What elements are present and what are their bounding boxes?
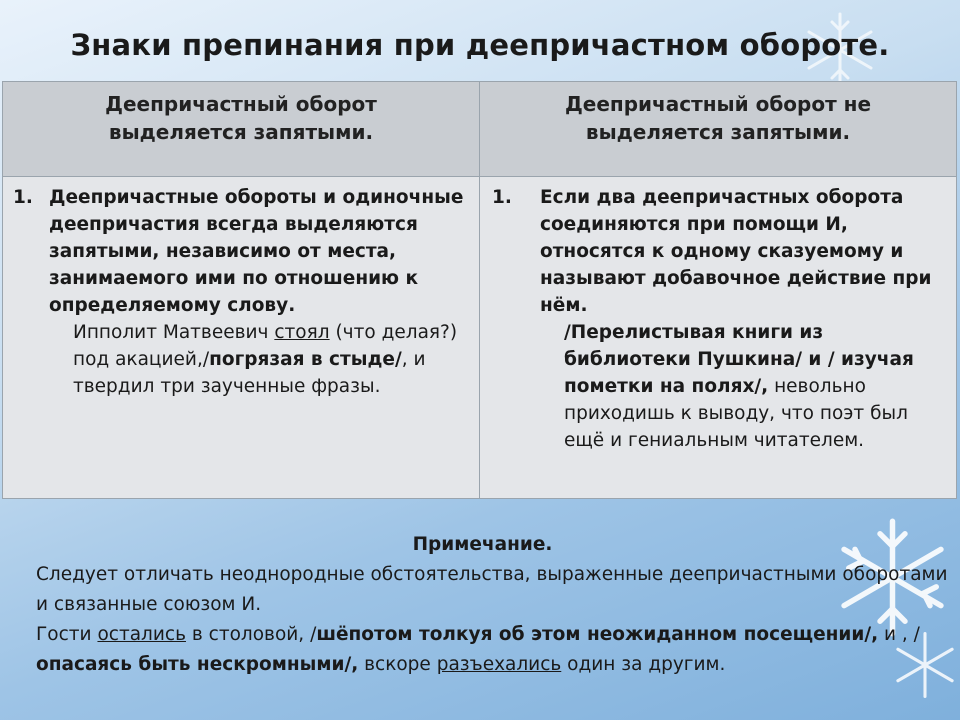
note-participle-phrase: шёпотом толкуя об этом неожиданном посещении/, — [316, 624, 879, 645]
header-no-commas-label: Деепричастный оборот не выделяется запятыми. — [564, 92, 872, 144]
example-text: Ипполит Матвеевич — [73, 322, 275, 343]
cell-commas — [3, 177, 480, 498]
slide-title: Знаки препинания при деепричастном обороте. — [70, 28, 890, 62]
note-text: вскоре — [358, 654, 437, 675]
example-verb: стоял — [274, 322, 330, 343]
note-paragraph-1 — [10, 560, 955, 620]
header-no-commas — [480, 82, 956, 177]
rule-text-no-commas — [540, 184, 950, 454]
example-participle-phrase: /Перелистывая книги из библиотеки Пушкина/ и / изучая пометки на полях/, — [564, 322, 914, 397]
rule-statement: Если два деепричастных оборота соединяются при помощи И, относятся к одному сказуемому и называют добавочное действие при нём. — [540, 187, 932, 316]
example-participle-phrase: погрязая в стыде/ — [209, 349, 402, 370]
note-verb: остались — [97, 624, 186, 645]
rules-table — [2, 81, 957, 499]
header-commas-label: Деепричастный оборот выделяется запятыми. — [105, 92, 377, 144]
rule-statement: Деепричастные обороты и одиночные деепричастия всегда выделяются запятыми, независимо от места, занимаемого ими по отношению к определяемому слову. — [49, 187, 464, 316]
rule-example — [49, 319, 469, 400]
note-verb: разъехались — [436, 654, 562, 675]
note-text: Гости — [36, 624, 98, 645]
cell-no-commas — [480, 177, 956, 498]
note-text: Следует отличать неоднородные обстоятельства, выраженные деепричастными оборотами и связанные союзом И. — [36, 564, 948, 615]
example-text: , и твердил три заученные фразы. — [73, 349, 426, 397]
example-text: (что делая?) под акацией,/ — [73, 322, 458, 370]
example-text: невольно приходишь к выводу, что поэт был ещё и гениальным читателем. — [564, 376, 908, 451]
rule-number: 1. — [492, 187, 512, 208]
rule-number: 1. — [13, 187, 33, 208]
rule-example — [540, 319, 950, 454]
note-text: и , / — [878, 624, 920, 645]
rule-text-commas — [49, 184, 469, 400]
note-text: в столовой, / — [185, 624, 317, 645]
header-commas — [3, 82, 480, 177]
note-paragraph-2 — [10, 620, 955, 680]
note-title: Примечание. — [412, 534, 553, 555]
note-block — [10, 530, 955, 680]
note-text: один за другим. — [561, 654, 726, 675]
note-participle-phrase: опасаясь быть нескромными/, — [36, 654, 359, 675]
